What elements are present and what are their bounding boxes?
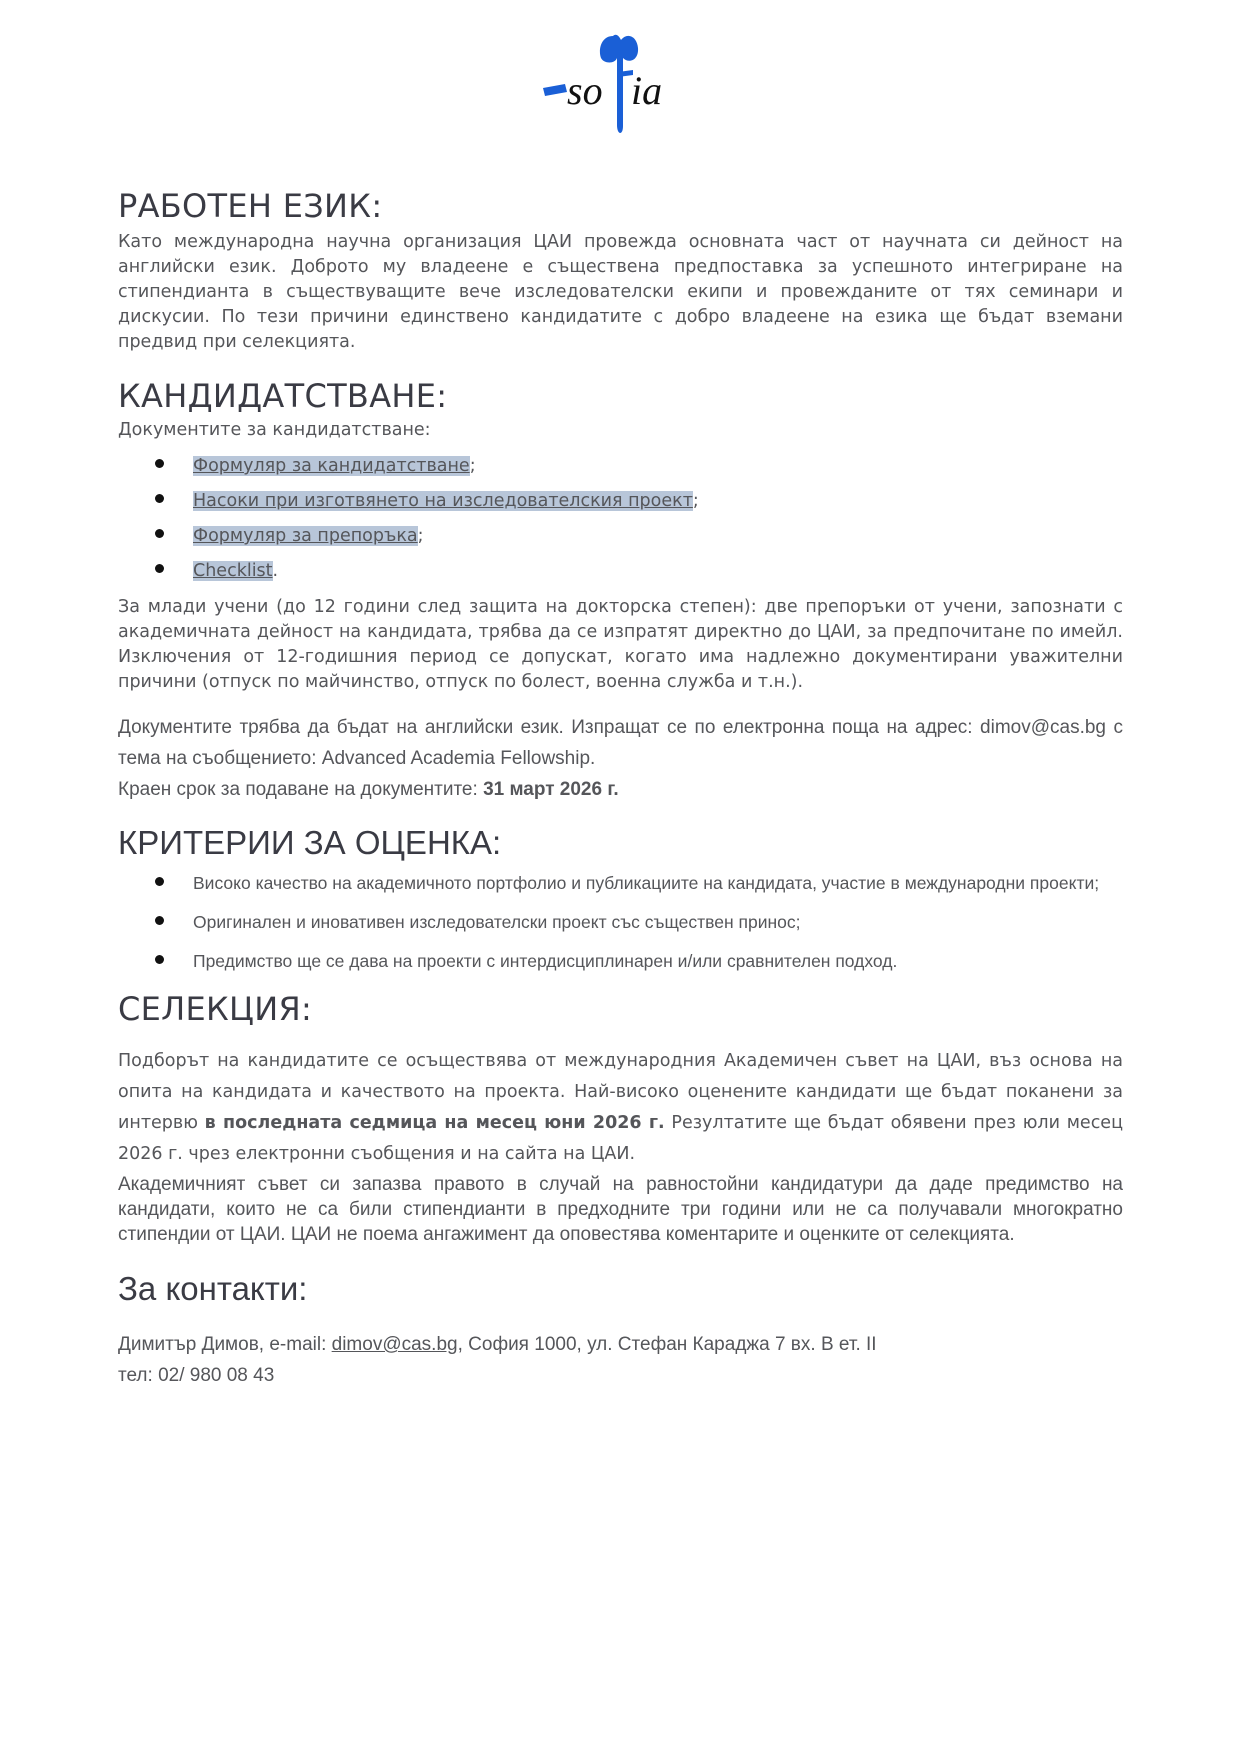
svg-text:so: so xyxy=(567,68,603,113)
list-item xyxy=(118,484,1123,519)
sofia-logo-icon xyxy=(543,30,669,140)
criteria-text: Високо качество на академичното портфолио и публикациите на кандидата, участие в международни проекти; xyxy=(193,873,1100,893)
bullet-icon xyxy=(155,877,164,886)
punctuation: ; xyxy=(417,526,424,546)
application-documents-list xyxy=(118,449,1123,589)
criteria-text: Предимство ще се дава на проекти с интердисциплинарен и/или сравнителен подход. xyxy=(193,951,898,971)
contact-info xyxy=(118,1329,1123,1391)
contact-address: , София 1000, ул. Стефан Караджа 7 вх. В ет. II xyxy=(457,1334,877,1355)
interview-date: в последната седмица на месец юни 2026 г. xyxy=(204,1113,665,1133)
list-item xyxy=(118,449,1123,484)
heading-criteria: КРИТЕРИИ ЗА ОЦЕНКА: xyxy=(118,824,502,861)
section-contacts xyxy=(118,1269,1123,1391)
sofia-logo xyxy=(543,30,669,140)
selection-process-text xyxy=(118,1046,1123,1170)
deadline-value: 31 март 2026 г. xyxy=(483,779,619,800)
criteria-text: Оригинален и иновативен изследователски проект със съществен принос; xyxy=(193,912,801,932)
heading-working-language: РАБОТЕН ЕЗИК: xyxy=(118,187,383,225)
bullet-icon xyxy=(155,459,164,468)
recommendation-form-link[interactable]: Формуляр за препоръка xyxy=(193,526,418,546)
list-item xyxy=(118,519,1123,554)
application-intro: Документите за кандидатстване: xyxy=(118,420,431,440)
application-form-link[interactable]: Формуляр за кандидатстване xyxy=(193,456,470,476)
list-item xyxy=(118,949,1123,974)
contact-email-link[interactable]: dimov@cas.bg xyxy=(331,1334,458,1355)
section-selection xyxy=(118,989,1123,1247)
bullet-icon xyxy=(155,564,164,573)
section-application xyxy=(118,376,1123,805)
list-item xyxy=(118,554,1123,589)
punctuation: ; xyxy=(469,456,476,476)
selection-rights-text: Академичният съвет си запазва правото в случай на равностойни кандидатури да даде предимство на кандидати, които не са били стипендианти в предходните три години или не са получавали многократно стипендии от ЦАИ. ЦАИ не поема ангажимент да оповестява коментарите и оценките от селекцията. xyxy=(118,1174,1123,1245)
bullet-icon xyxy=(155,916,164,925)
bullet-icon xyxy=(155,955,164,964)
young-scholars-text: За млади учени (до 12 години след защита на докторска степен): две препоръки от учени, запознати с академичната дейност на кандидата, трябва да се изпратят директно до ЦАИ, за предпочитане по имейл. Изключения от 12-годишния период се допускат, когато има надлежно документирани уважителни причини (отпуск по майчинство, отпуск по болест, военна служба и т.н.). xyxy=(118,597,1123,692)
punctuation: ; xyxy=(692,491,699,511)
heading-application: КАНДИДАТСТВАНЕ: xyxy=(118,377,448,415)
submission-text: Документите трябва да бъдат на английски език. Изпращат се по електронна поща на адрес: dimov@cas.bg с тема на съобщението: Advanced Academia Fellowship. xyxy=(118,717,1123,769)
document-body xyxy=(118,186,1123,1391)
selection-text-start: Подборът на кандидатите се осъществява от международния Академичен съвет на ЦАИ, въз основа на опита на кандидата и качеството на проекта. Най-високо оценените кандидати ще бъдат поканени за интервю xyxy=(118,1051,1123,1133)
list-item xyxy=(118,871,1123,896)
bullet-icon xyxy=(155,529,164,538)
svg-text:ia: ia xyxy=(631,68,663,113)
contact-name: Димитър Димов, e-mail: xyxy=(118,1334,332,1355)
deadline-text xyxy=(118,774,1123,805)
section-criteria xyxy=(118,823,1123,974)
punctuation: . xyxy=(272,561,279,581)
checklist-link[interactable]: Checklist xyxy=(193,561,273,581)
heading-selection: СЕЛЕКЦИЯ: xyxy=(118,990,313,1028)
heading-contacts: За контакти: xyxy=(118,1270,308,1307)
contact-phone: тел: 02/ 980 08 43 xyxy=(118,1365,275,1386)
working-language-text: Като международна научна организация ЦАИ провежда основната част от научната си дейност на английски език. Доброто му владеене е съществена предпоставка за успешното интегриране на стипендианта в съществуващите вече изследователски екипи и провежданите от тях семинари и дискусии. По тези причини единствено кандидатите с добро владеене на езика ще бъдат вземани предвид при селекцията. xyxy=(118,232,1123,352)
project-guidelines-link[interactable]: Насоки при изготвянето на изследователския проект xyxy=(193,491,693,511)
criteria-list xyxy=(118,871,1123,974)
bullet-icon xyxy=(155,494,164,503)
section-working-language xyxy=(118,186,1123,355)
selection-text-end: Резултатите ще бъдат обявени през юли месец 2026 г. чрез електронни съобщения и на сайта на ЦАИ. xyxy=(118,1113,1123,1164)
deadline-label: Краен срок за подаване на документите: xyxy=(118,779,484,800)
list-item xyxy=(118,910,1123,935)
